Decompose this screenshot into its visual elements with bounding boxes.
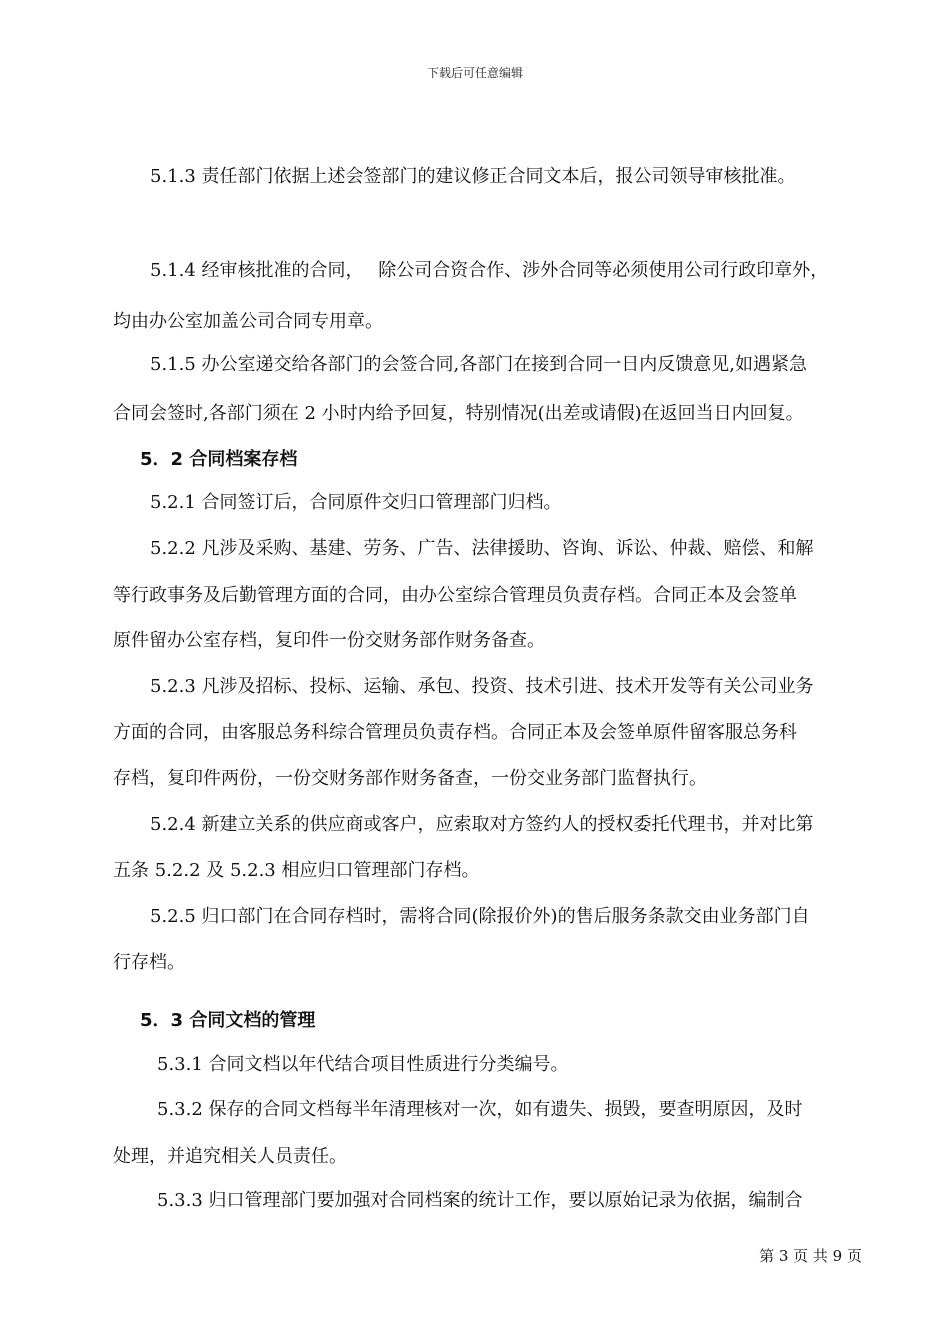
para-5-3-2-line-2: 处理，并追究相关人员责任。 xyxy=(113,1146,347,1167)
para-5-1-4-line-2: 均由办公室加盖公司合同专用章。 xyxy=(113,311,383,332)
para-5-2-2-line-2: 等行政事务及后勤管理方面的合同，由办公室综合管理员负责存档。合同正本及会签单 xyxy=(113,585,797,606)
para-5-2-2-line-3: 原件留办公室存档，复印件一份交财务部作财务备查。 xyxy=(113,630,545,651)
para-5-2-3-line-3: 存档，复印件两份，一份交财务部作财务备查，一份交业务部门监督执行。 xyxy=(113,768,707,789)
para-5-2-3-line-1: 5.2.3 凡涉及招标、投标、运输、承包、投资、技术引进、技术开发等有关公司业务 xyxy=(150,676,814,697)
para-5-1-5-line-1: 5.1.5 办公室递交给各部门的会签合同,各部门在接到合同一日内反馈意见,如遇紧急 xyxy=(150,354,807,375)
para-5-2-4-line-1: 5.2.4 新建立关系的供应商或客户，应索取对方签约人的授权委托代理书，并对比第 xyxy=(150,814,814,835)
para-5-2-3-line-2: 方面的合同，由客服总务科综合管理员负责存档。合同正本及会签单原件留客服总务科 xyxy=(113,722,797,743)
para-5-1-3-line-1: 5.1.3 责任部门依据上述会签部门的建议修正合同文本后，报公司领导审核批准。 xyxy=(150,166,796,187)
para-5-2-1-line-1: 5.2.1 合同签订后，合同原件交归口管理部门归档。 xyxy=(150,492,562,513)
para-5-1-4-line-1: 5.1.4 经审核批准的合同， 除公司合资合作、涉外合同等必须使用公司行政印章外， xyxy=(150,260,829,281)
page-number: 第 3 页 共 9 页 xyxy=(759,1247,862,1265)
para-5-2-5-line-2: 行存档。 xyxy=(113,952,185,973)
section-heading-5-3: 5．3 合同文档的管理 xyxy=(140,1010,316,1031)
page-header: 下载后可任意编辑 xyxy=(426,66,523,80)
para-5-2-2-line-1: 5.2.2 凡涉及采购、基建、劳务、广告、法律援助、咨询、诉讼、仲裁、赔偿、和解 xyxy=(150,538,814,559)
para-5-2-5-line-1: 5.2.5 归口部门在合同存档时，需将合同(除报价外)的售后服务条款交由业务部门自 xyxy=(150,906,810,927)
para-5-2-4-line-2: 五条 5.2.2 及 5.2.3 相应归口管理部门存档。 xyxy=(113,860,480,881)
para-5-3-3-line-1: 5.3.3 归口管理部门要加强对合同档案的统计工作，要以原始记录为依据，编制合 xyxy=(157,1190,803,1211)
para-5-3-1-line-1: 5.3.1 合同文档以年代结合项目性质进行分类编号。 xyxy=(157,1054,569,1075)
para-5-1-5-line-2: 合同会签时,各部门须在 2 小时内给予回复，特别情况(出差或请假)在返回当日内回复。 xyxy=(113,403,804,424)
section-heading-5-2: 5．2 合同档案存档 xyxy=(140,449,298,470)
para-5-3-2-line-1: 5.3.2 保存的合同文档每半年清理核对一次，如有遗失、损毁，要查明原因，及时 xyxy=(157,1099,803,1120)
